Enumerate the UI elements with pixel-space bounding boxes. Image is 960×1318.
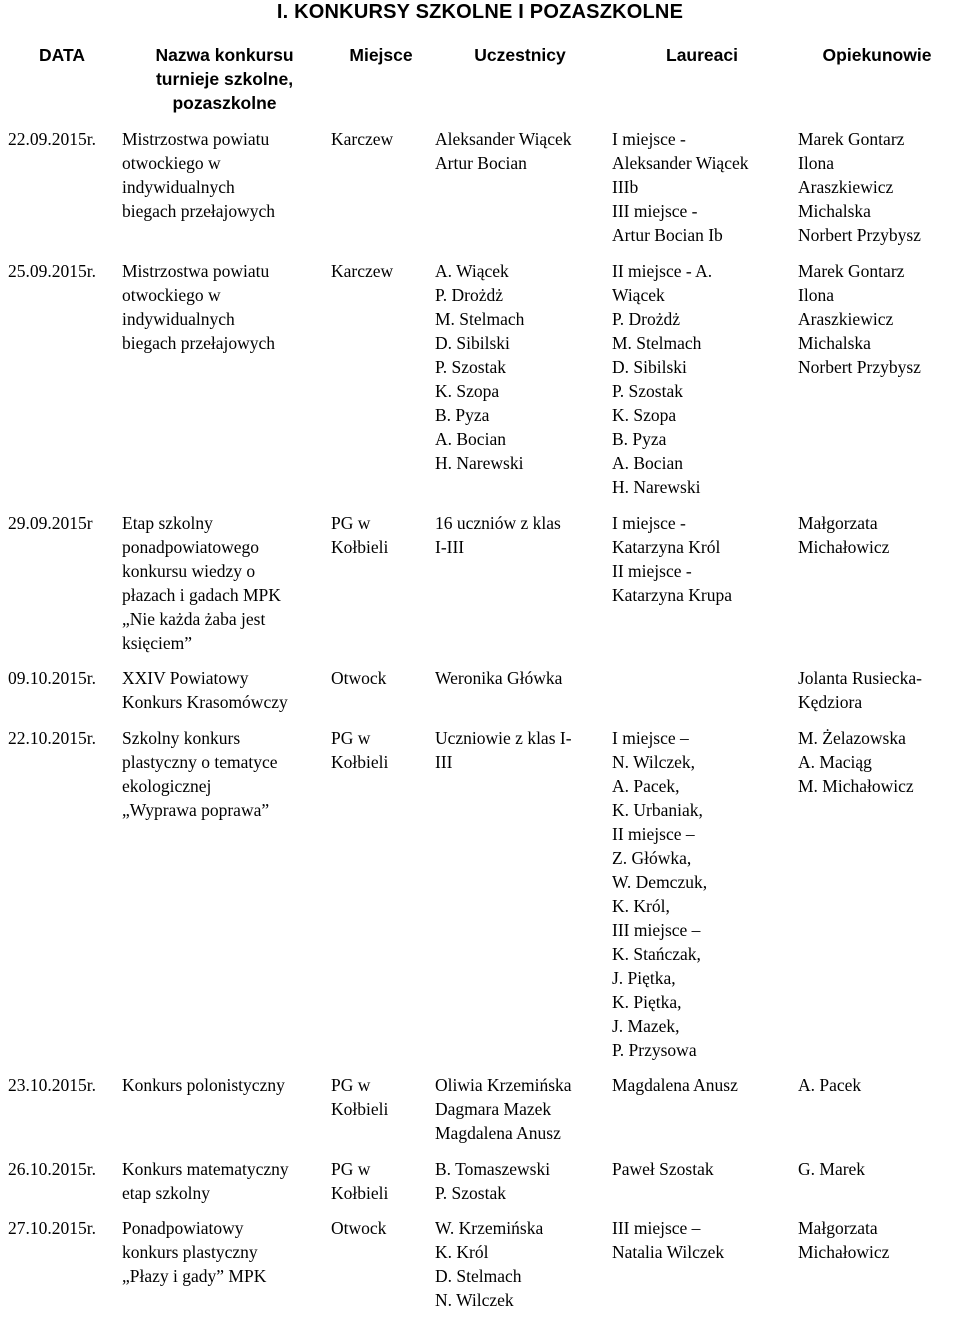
row-participants: B. Tomaszewski P. Szostak bbox=[435, 1159, 551, 1203]
row-contest-name: XXIV Powiatowy Konkurs Krasomówczy bbox=[122, 668, 288, 712]
row-guardians: Jolanta Rusiecka- Kędziora bbox=[798, 668, 922, 712]
row-contest-name: Mistrzostwa powiatu otwockiego w indywidualnych biegach przełajowych bbox=[122, 129, 276, 221]
row-laureates: II miejsce - A. Wiącek P. Drożdż M. Stelmach D. Sibilski P. Szostak K. Szopa B. Pyza A. Bocian H. Narewski bbox=[612, 261, 713, 497]
row-place: Otwock bbox=[331, 1218, 387, 1238]
row-date: 27.10.2015r. bbox=[8, 1218, 96, 1238]
row-guardians: Marek Gontarz Ilona Araszkiewicz Michalska Norbert Przybysz bbox=[798, 129, 921, 245]
row-guardians: Małgorzata Michałowicz bbox=[798, 513, 890, 557]
row-participants: Weronika Główka bbox=[435, 668, 563, 688]
row-laureates: Paweł Szostak bbox=[612, 1159, 714, 1179]
row-guardians: Małgorzata Michałowicz bbox=[798, 1218, 890, 1262]
row-place: PG w Kołbieli bbox=[331, 1075, 389, 1119]
row-place: PG w Kołbieli bbox=[331, 1159, 389, 1203]
row-guardians: A. Pacek bbox=[798, 1075, 862, 1095]
row-laureates: I miejsce – N. Wilczek, A. Pacek, K. Urbaniak, II miejsce – Z. Główka, W. Demczuk, K. Król, III miejsce – K. Stańczak, J. Piętka, K. Piętka, J. Mazek, P. Przysowa bbox=[612, 728, 708, 1060]
row-place: Otwock bbox=[331, 668, 387, 688]
header-place: Miejsce bbox=[349, 45, 413, 65]
header-laureates: Laureaci bbox=[666, 45, 738, 65]
row-date: 23.10.2015r. bbox=[8, 1075, 96, 1095]
row-guardians: M. Żelazowska A. Maciąg M. Michałowicz bbox=[798, 728, 914, 796]
row-contest-name: Mistrzostwa powiatu otwockiego w indywidualnych biegach przełajowych bbox=[122, 261, 276, 353]
page-title: I. KONKURSY SZKOLNE I POZASZKOLNE bbox=[276, 1, 684, 23]
row-laureates: I miejsce - Aleksander Wiącek IIIb III miejsce - Artur Bocian Ib bbox=[612, 129, 749, 245]
row-place: PG w Kołbieli bbox=[331, 513, 389, 557]
header-guardians: Opiekunowie bbox=[822, 45, 932, 65]
row-place: PG w Kołbieli bbox=[331, 728, 389, 772]
row-date: 09.10.2015r. bbox=[8, 668, 96, 688]
row-date: 29.09.2015r bbox=[8, 513, 93, 533]
row-contest-name: Ponadpowiatowy konkurs plastyczny „Płazy i gady” MPK bbox=[122, 1218, 267, 1286]
row-guardians: Marek Gontarz Ilona Araszkiewicz Michalska Norbert Przybysz bbox=[798, 261, 921, 377]
row-laureates: III miejsce – Natalia Wilczek bbox=[612, 1218, 725, 1262]
row-place: Karczew bbox=[331, 129, 394, 149]
row-participants: Uczniowie z klas I- III bbox=[435, 728, 572, 772]
header-name: Nazwa konkursu turnieje szkolne, pozaszkolne bbox=[155, 45, 294, 113]
row-participants: W. Krzemińska K. Król D. Stelmach N. Wilczek bbox=[435, 1218, 544, 1310]
table-header bbox=[0, 43, 960, 115]
row-participants: Aleksander Wiącek Artur Bocian bbox=[435, 129, 572, 173]
row-date: 26.10.2015r. bbox=[8, 1159, 96, 1179]
row-contest-name: Szkolny konkurs plastyczny o tematyce ekologicznej „Wyprawa poprawa” bbox=[122, 728, 278, 820]
row-date: 22.09.2015r. bbox=[8, 129, 96, 149]
row-contest-name: Etap szkolny ponadpowiatowego konkursu wiedzy o płazach i gadach MPK „Nie każda żaba jest księciem” bbox=[122, 513, 281, 653]
row-participants: A. Wiącek P. Drożdż M. Stelmach D. Sibilski P. Szostak K. Szopa B. Pyza A. Bocian H. Narewski bbox=[435, 261, 525, 473]
row-date: 22.10.2015r. bbox=[8, 728, 96, 748]
row-contest-name: Konkurs polonistyczny bbox=[122, 1075, 285, 1095]
row-participants: 16 uczniów z klas I-III bbox=[435, 513, 561, 557]
row-contest-name: Konkurs matematyczny etap szkolny bbox=[122, 1159, 289, 1203]
row-date: 25.09.2015r. bbox=[8, 261, 96, 281]
row-guardians: G. Marek bbox=[798, 1159, 866, 1179]
header-date: DATA bbox=[38, 45, 85, 65]
row-laureates: I miejsce - Katarzyna Król II miejsce - Katarzyna Krupa bbox=[612, 513, 733, 605]
row-participants: Oliwia Krzemińska Dagmara Mazek Magdalena Anusz bbox=[435, 1075, 572, 1143]
row-laureates: Magdalena Anusz bbox=[612, 1075, 738, 1095]
row-place: Karczew bbox=[331, 261, 394, 281]
header-participants: Uczestnicy bbox=[474, 45, 566, 65]
